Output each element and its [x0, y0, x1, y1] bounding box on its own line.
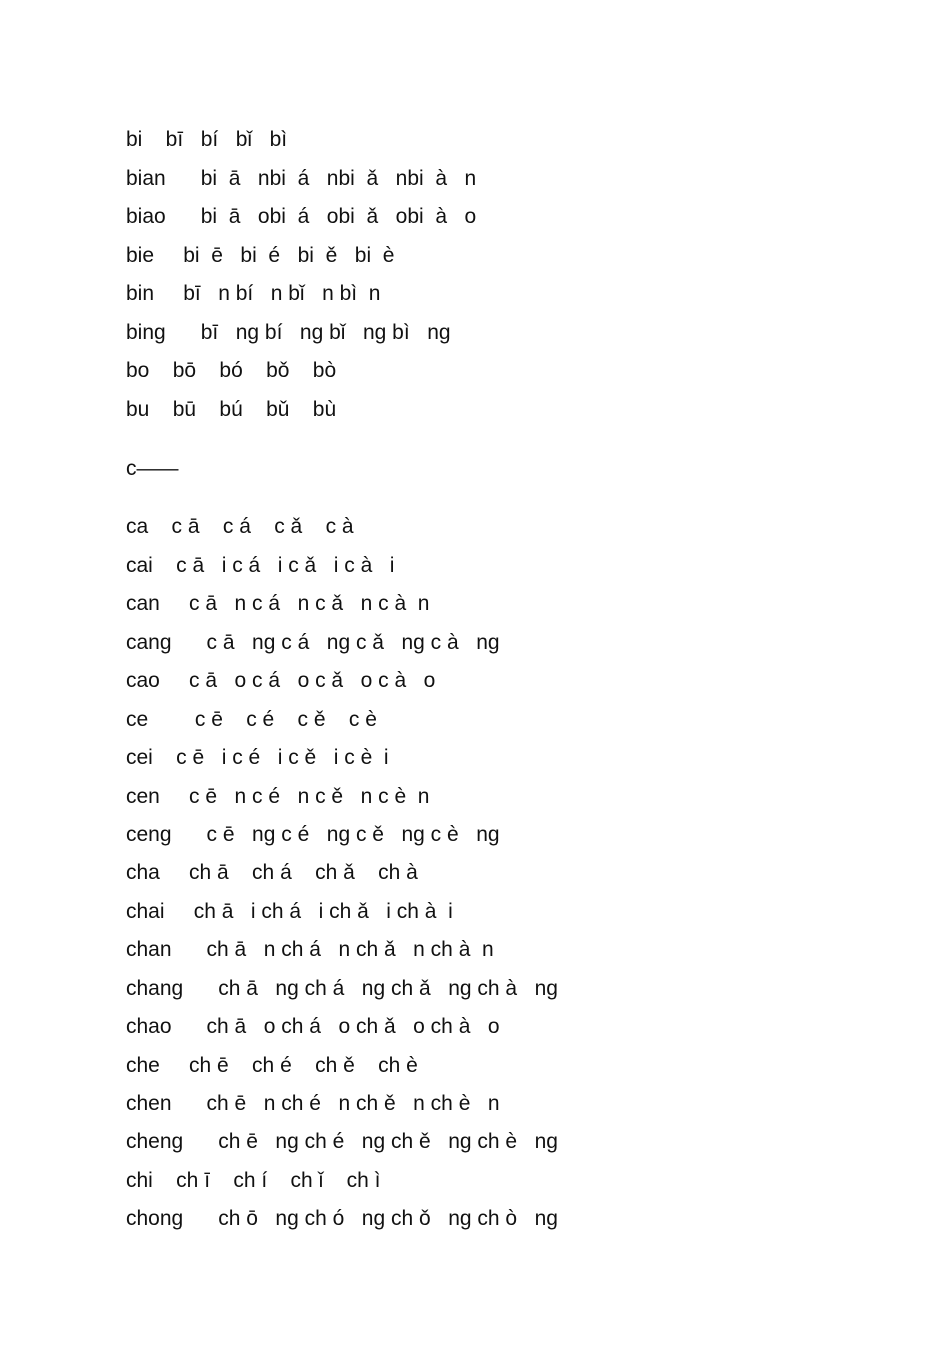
pinyin-line-chai: chai ch ā i ch á i ch ǎ i ch à i [126, 900, 453, 923]
pinyin-line-cei: cei c ē i c é i c ě i c è i [126, 746, 389, 769]
pinyin-line-cen: cen c ē n c é n c ě n c è n [126, 785, 430, 808]
pinyin-line-can: can c ā n c á n c ǎ n c à n [126, 592, 430, 615]
pinyin-line-cao: cao c ā o c á o c ǎ o c à o [126, 669, 436, 692]
section-heading-c: c—— [126, 457, 179, 480]
pinyin-line-chen: chen ch ē n ch é n ch ě n ch è n [126, 1092, 500, 1115]
pinyin-line-che: che ch ē ch é ch ě ch è [126, 1054, 418, 1077]
pinyin-line-bu: bu bū bú bǔ bù [126, 398, 337, 421]
pinyin-line-chang: chang ch ā ng ch á ng ch ǎ ng ch à ng [126, 977, 558, 1000]
pinyin-line-bo: bo bō bó bǒ bò [126, 359, 337, 382]
pinyin-line-cha: cha ch ā ch á ch ǎ ch à [126, 861, 418, 884]
pinyin-line-chong: chong ch ō ng ch ó ng ch ǒ ng ch ò ng [126, 1207, 558, 1230]
pinyin-line-cheng: cheng ch ē ng ch é ng ch ě ng ch è ng [126, 1130, 558, 1153]
pinyin-line-cai: cai c ā i c á i c ǎ i c à i [126, 554, 395, 577]
pinyin-line-bian: bian bi ā nbi á nbi ǎ nbi à n [126, 167, 477, 190]
pinyin-line-ceng: ceng c ē ng c é ng c ě ng c è ng [126, 823, 500, 846]
pinyin-line-ce: ce c ē c é c ě c è [126, 708, 377, 731]
pinyin-line-ca: ca c ā c á c ǎ c à [126, 515, 354, 538]
pinyin-line-chi: chi ch ī ch í ch ǐ ch ì [126, 1169, 381, 1192]
pinyin-line-bing: bing bī ng bí ng bǐ ng bì ng [126, 321, 451, 344]
pinyin-line-bie: bie bi ē bi é bi ě bi è [126, 244, 395, 267]
pinyin-line-cang: cang c ā ng c á ng c ǎ ng c à ng [126, 631, 500, 654]
pinyin-line-biao: biao bi ā obi á obi ǎ obi à o [126, 205, 477, 228]
pinyin-line-chao: chao ch ā o ch á o ch ǎ o ch à o [126, 1015, 500, 1038]
pinyin-line-chan: chan ch ā n ch á n ch ǎ n ch à n [126, 938, 494, 961]
pinyin-line-bi: bi bī bí bǐ bì [126, 128, 288, 151]
pinyin-line-bin: bin bī n bí n bǐ n bì n [126, 282, 381, 305]
